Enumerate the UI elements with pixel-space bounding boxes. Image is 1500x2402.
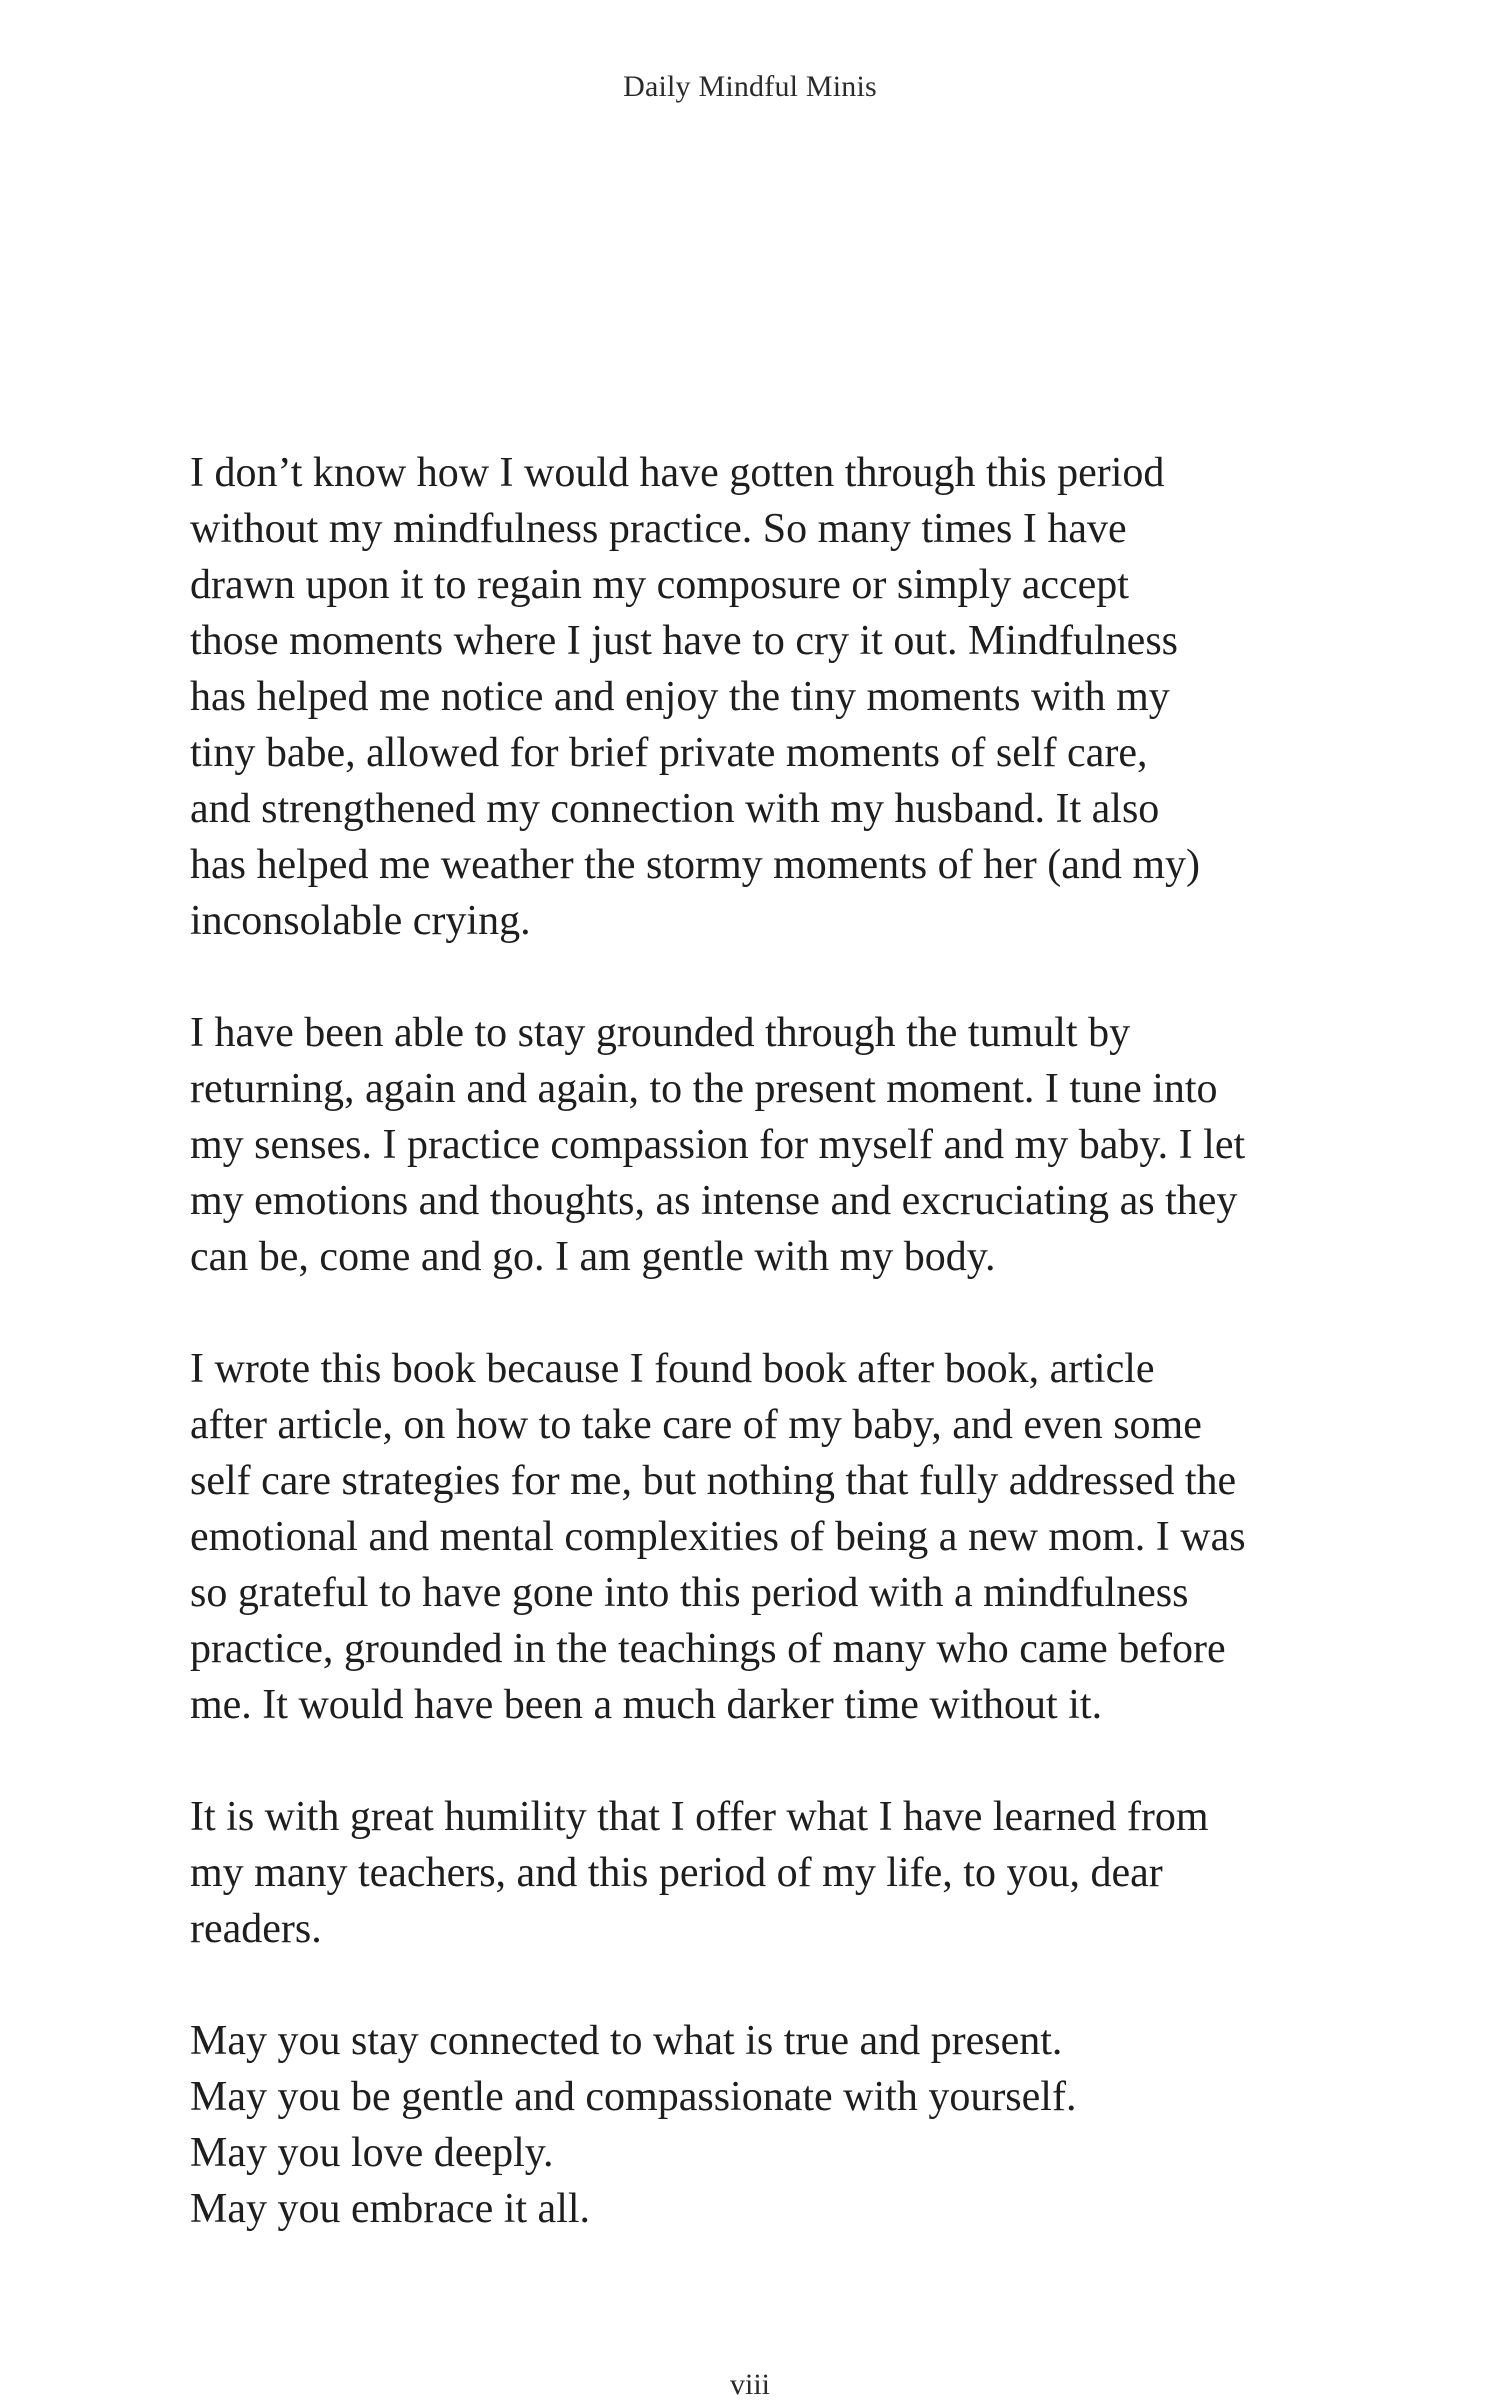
paragraph-2: I have been able to stay grounded through the tumult by returning, again and again, to the present moment. I tune into my senses. I practice compassion for myself and my baby. I let my emotions and thoughts, as intense and excruciating as they can be, come and go. I am gentle with my body. (190, 1010, 1246, 1280)
blessing-line-1: May you stay connected to what is true and present. (190, 2018, 1063, 2064)
page-number: viii (729, 2368, 770, 2401)
blessing-line-2: May you be gentle and compassionate with yourself. (190, 2074, 1077, 2120)
running-header: Daily Mindful Minis (623, 70, 877, 103)
paragraph-3: I wrote this book because I found book after book, article after article, on how to take care of my baby, and even some self care strategies for me, but nothing that fully addressed the emotional and mental complexities of being a new mom. I was so grateful to have gone into this period with a mindfulness practice, grounded in the teachings of many who came before me. It would have been a much darker time without it. (190, 1346, 1246, 1728)
paragraph-4: It is with great humility that I offer what I have learned from my many teachers, and this period of my life, to you, dear readers. (190, 1794, 1209, 1952)
blessing-line-3: May you love deeply. (190, 2130, 554, 2176)
page-body (190, 445, 1350, 2237)
blessing-verse (190, 2013, 1350, 2237)
blessing-line-4: May you embrace it all. (190, 2186, 591, 2232)
paragraph-1: I don’t know how I would have gotten through this period without my mindfulness practice. So many times I have drawn upon it to regain my composure or simply accept those moments where I just have to cry it out. Mindfulness has helped me notice and enjoy the tiny moments with my tiny babe, allowed for brief private moments of self care, and strengthened my connection with my husband. It also has helped me weather the stormy moments of her (and my) inconsolable crying. (190, 450, 1201, 944)
